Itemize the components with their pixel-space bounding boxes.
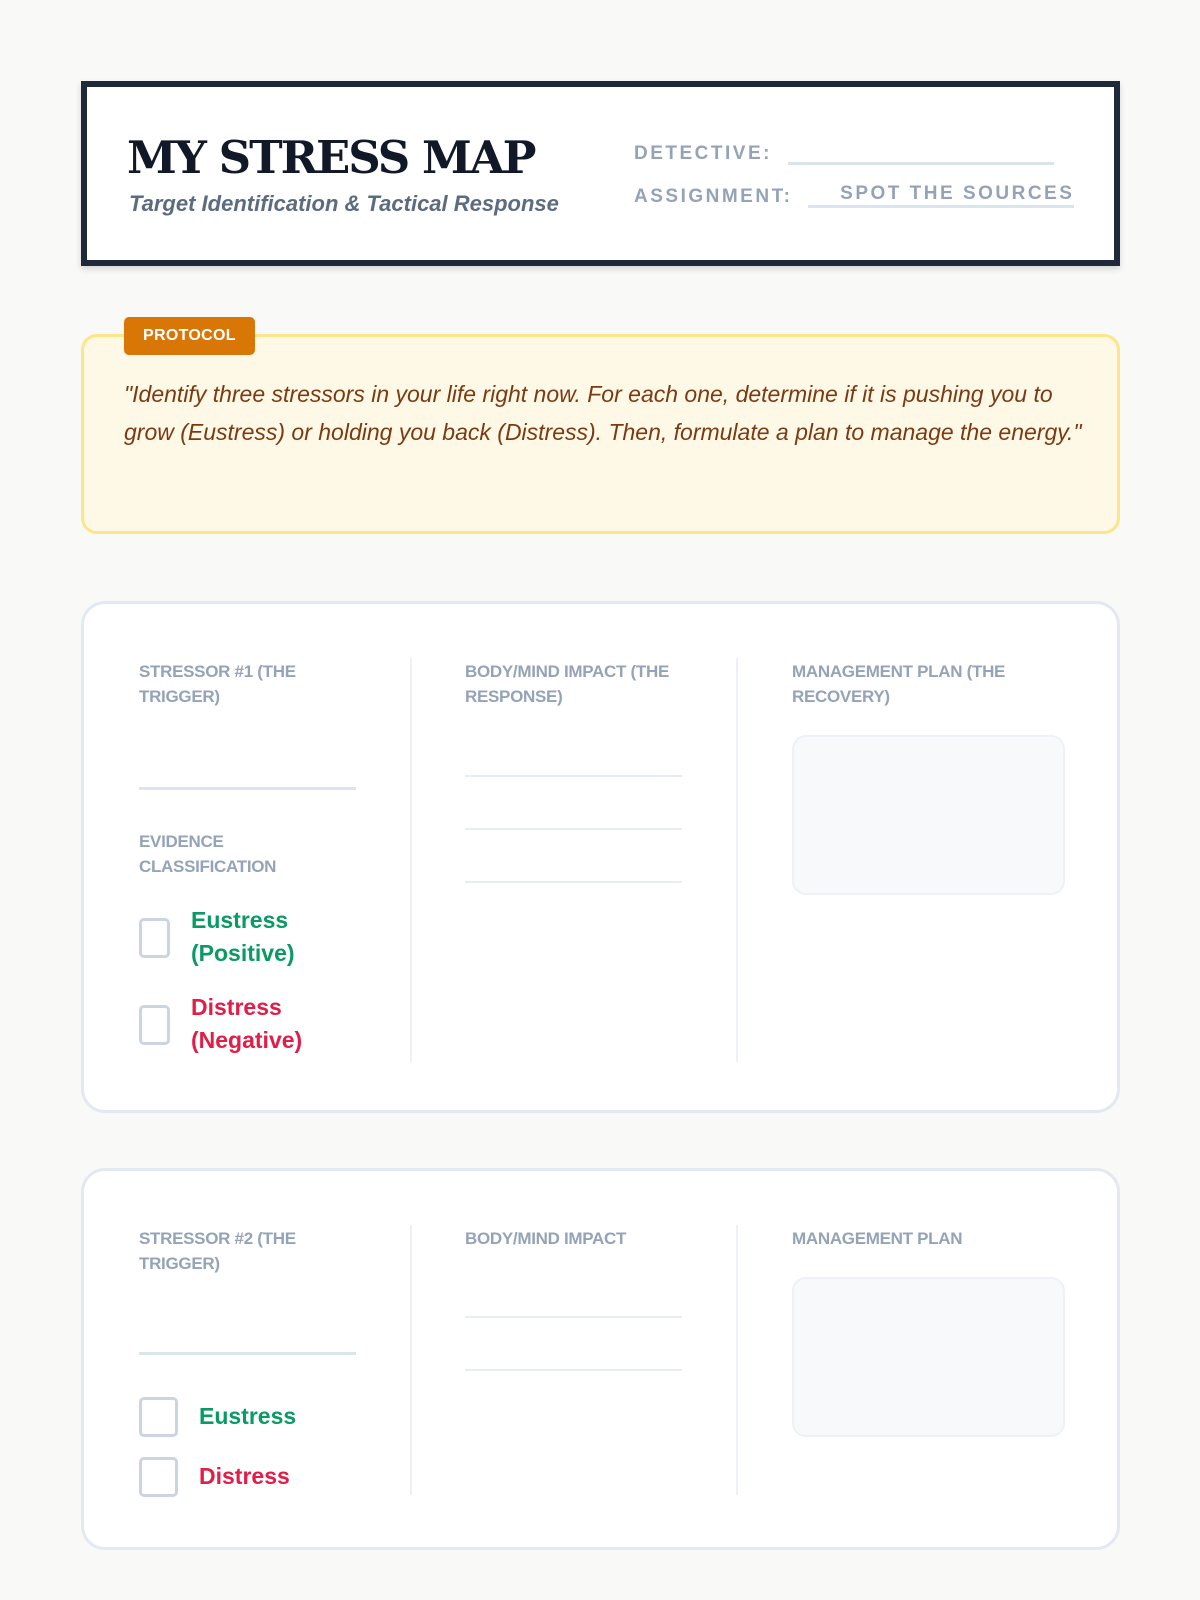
stressor-1-impact-line-2[interactable] (465, 828, 682, 830)
column-divider (410, 1225, 412, 1495)
stressor-2-impact-label: BODY/MIND IMPACT (465, 1229, 627, 1248)
protocol-box (81, 334, 1120, 534)
stressor-1-plan-textarea[interactable] (792, 735, 1065, 895)
assignment-row (634, 183, 1074, 208)
stressor-1-impact-label: BODY/MIND IMPACT (THE RESPONSE) (465, 662, 669, 706)
assignment-label: ASSIGNMENT: (634, 186, 793, 207)
assignment-field[interactable]: SPOT THE SOURCES (808, 183, 1074, 208)
protocol-text: "Identify three stressors in your life right now. For each one, determine if it is pushing you to grow (Eustress) or holding you back (Distress). Then, formulate a plan to manage the energy." (124, 381, 1082, 445)
stressor-1-eustress-label: Eustress (Positive) (191, 907, 295, 966)
stressor-2-distress-checkbox[interactable] (139, 1457, 178, 1497)
stressor-1-impact-line-1[interactable] (465, 775, 682, 777)
stressor-card-1 (81, 601, 1120, 1113)
evidence-classification-label: EVIDENCE CLASSIFICATION (139, 832, 277, 876)
worksheet-header (81, 81, 1120, 266)
stressor-1-trigger-field[interactable] (139, 787, 356, 790)
page-title: MY STRESS MAP (127, 131, 535, 184)
stressor-card-2 (81, 1168, 1120, 1550)
stressor-1-distress-checkbox[interactable] (139, 1005, 170, 1045)
stressor-2-eustress-label: Eustress (199, 1403, 297, 1429)
column-divider (410, 658, 412, 1062)
stressor-1-impact-line-3[interactable] (465, 881, 682, 883)
stressor-2-eustress-checkbox[interactable] (139, 1397, 178, 1437)
stressor-2-plan-textarea[interactable] (792, 1277, 1065, 1437)
stressor-1-plan-label: MANAGEMENT PLAN (THE RECOVERY) (792, 662, 1006, 706)
column-divider (736, 1225, 738, 1495)
protocol-badge: PROTOCOL (124, 317, 255, 355)
stressor-2-trigger-label: STRESSOR #2 (THE TRIGGER) (139, 1229, 296, 1273)
stressor-1-trigger-label: STRESSOR #1 (THE TRIGGER) (139, 662, 296, 706)
stressor-1-distress-label: Distress (Negative) (191, 994, 303, 1053)
column-divider (736, 658, 738, 1062)
stressor-2-trigger-field[interactable] (139, 1352, 356, 1355)
detective-field[interactable] (788, 143, 1054, 165)
detective-label: DETECTIVE: (634, 143, 772, 164)
stressor-2-impact-line-2[interactable] (465, 1369, 682, 1371)
stressor-1-eustress-checkbox[interactable] (139, 918, 170, 958)
page-subtitle: Target Identification & Tactical Response (129, 191, 559, 216)
stressor-2-impact-line-1[interactable] (465, 1316, 682, 1318)
stressor-2-plan-label: MANAGEMENT PLAN (792, 1229, 963, 1248)
detective-row (634, 143, 1054, 165)
stressor-2-distress-label: Distress (199, 1463, 290, 1489)
